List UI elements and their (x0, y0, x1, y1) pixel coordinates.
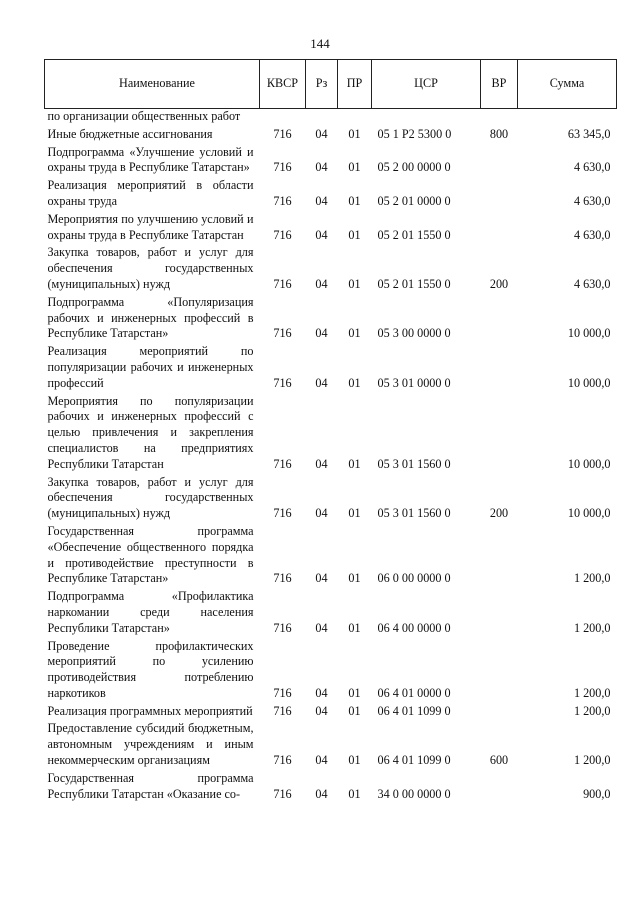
cell-pr: 01 (348, 193, 361, 208)
cell-pr: 01 (348, 571, 361, 586)
cell-csr: 05 2 01 0000 0 (377, 193, 451, 208)
cell-name: Проведение профилактических мероприятий по усилению противодействия потреблению наркотиков (47, 638, 254, 700)
cell-rz: 04 (315, 620, 328, 635)
cell-rz: 04 (315, 160, 328, 175)
cell-sum: 1 200,0 (573, 571, 611, 586)
cell-kvsr: 716 (273, 160, 292, 175)
table-row (45, 245, 617, 294)
cell-csr: 05 3 01 1560 0 (377, 456, 451, 471)
header-sum: Сумма (518, 60, 617, 109)
cell-pr: 01 (348, 753, 361, 768)
cell-rz: 04 (315, 276, 328, 291)
table-row (45, 394, 617, 475)
cell-kvsr: 716 (273, 571, 292, 586)
cell-vr (481, 524, 518, 589)
cell-sum: 1 200,0 (573, 703, 611, 718)
cell-pr (338, 109, 372, 127)
cell-csr: 05 3 01 0000 0 (377, 375, 451, 390)
cell-pr: 01 (348, 227, 361, 242)
cell-name: по организации общественных работ (47, 109, 241, 123)
cell-rz: 04 (315, 375, 328, 390)
table-row (45, 704, 617, 722)
cell-name: Государственная программа Республики Татарстан «Оказание со- (47, 770, 254, 801)
cell-kvsr: 716 (273, 620, 292, 635)
table-header (45, 60, 617, 109)
cell-kvsr: 716 (273, 786, 292, 801)
cell-csr: 05 2 00 0000 0 (377, 160, 451, 175)
cell-kvsr: 716 (273, 276, 292, 291)
cell-sum: 10 000,0 (567, 456, 611, 471)
table-row (45, 524, 617, 589)
cell-kvsr: 716 (273, 753, 292, 768)
cell-vr (481, 589, 518, 638)
cell-vr: 200 (489, 506, 509, 521)
table-row (45, 295, 617, 344)
table-row (45, 771, 617, 805)
cell-sum: 4 630,0 (573, 227, 611, 242)
cell-vr (481, 344, 518, 393)
budget-table (44, 59, 617, 804)
cell-csr: 06 4 01 0000 0 (377, 685, 451, 700)
cell-rz: 04 (315, 126, 328, 141)
cell-name: Реализация программных мероприятий (47, 703, 253, 718)
cell-vr (481, 145, 518, 179)
header-pr: ПР (338, 60, 372, 109)
cell-name: Государственная программа «Обеспечение общественного порядка и противодействие преступности в Республике Татарстан» (47, 523, 254, 586)
cell-sum: 10 000,0 (567, 375, 611, 390)
cell-rz: 04 (315, 193, 328, 208)
cell-sum: 63 345,0 (567, 126, 611, 141)
cell-pr: 01 (348, 276, 361, 291)
cell-name: Мероприятия по улучшению условий и охраны труда в Республике Татарстан (47, 211, 254, 242)
cell-sum: 1 200,0 (573, 685, 611, 700)
cell-pr: 01 (348, 620, 361, 635)
cell-kvsr: 716 (273, 375, 292, 390)
cell-pr: 01 (348, 375, 361, 390)
cell-kvsr: 716 (273, 685, 292, 700)
header-name: Наименование (45, 60, 260, 109)
cell-name: Иные бюджетные ассигнования (47, 126, 213, 141)
cell-sum: 1 200,0 (573, 753, 611, 768)
cell-rz: 04 (315, 753, 328, 768)
cell-csr: 06 4 01 1099 0 (377, 703, 451, 718)
cell-kvsr (260, 109, 306, 127)
cell-sum: 1 200,0 (573, 620, 611, 635)
table-row (45, 344, 617, 393)
cell-csr: 05 2 01 1550 0 (377, 227, 451, 242)
cell-rz: 04 (315, 506, 328, 521)
cell-rz: 04 (315, 786, 328, 801)
cell-csr: 06 4 01 1099 0 (377, 753, 451, 768)
table-row (45, 178, 617, 212)
header-rz: Рз (306, 60, 338, 109)
header-kvsr: КВСР (260, 60, 306, 109)
cell-vr (481, 639, 518, 704)
cell-name: Подпрограмма «Популяризация рабочих и инженерных профессий в Республике Татарстан» (47, 294, 254, 341)
cell-csr: 05 3 00 0000 0 (377, 326, 451, 341)
header-row (45, 60, 617, 109)
cell-kvsr: 716 (273, 506, 292, 521)
cell-name: Реализация мероприятий в области охраны труда (47, 178, 254, 208)
table-row (45, 145, 617, 179)
cell-rz (306, 109, 338, 127)
cell-name: Подпрограмма «Улучшение условий и охраны труда в Республике Татарстан» (47, 144, 254, 175)
cell-name: Подпрограмма «Профилактика наркомании среди населения Республики Татарстан» (47, 589, 254, 635)
cell-vr (481, 212, 518, 246)
cell-name: Предоставление субсидий бюджетным, автономным учреждениям и иным некоммерческим организациям (47, 721, 254, 768)
cell-kvsr: 716 (273, 456, 292, 471)
cell-vr (481, 109, 518, 127)
cell-vr (481, 394, 518, 475)
cell-pr: 01 (348, 703, 361, 718)
cell-sum: 900,0 (583, 786, 611, 801)
cell-name: Реализация мероприятий по популяризации рабочих и инженерных профессий (47, 344, 254, 390)
cell-pr: 01 (348, 126, 361, 141)
cell-csr: 06 4 00 0000 0 (377, 620, 451, 635)
table-row (45, 589, 617, 638)
cell-sum: 10 000,0 (567, 506, 611, 521)
header-vr: ВР (481, 60, 518, 109)
cell-vr: 200 (489, 276, 509, 291)
cell-kvsr: 716 (273, 193, 292, 208)
cell-kvsr: 716 (273, 326, 292, 341)
cell-rz: 04 (315, 227, 328, 242)
cell-rz: 04 (315, 685, 328, 700)
cell-vr (481, 704, 518, 722)
cell-sum: 4 630,0 (573, 276, 611, 291)
table-row (45, 127, 617, 145)
cell-rz: 04 (315, 456, 328, 471)
cell-rz: 04 (315, 326, 328, 341)
table-row (45, 639, 617, 704)
cell-name: Закупка товаров, работ и услуг для обеспечения государственных (муниципальных) нужд (47, 245, 254, 291)
table-row (45, 212, 617, 246)
cell-csr: 06 0 00 0000 0 (377, 571, 451, 586)
cell-csr: 05 1 Р2 5300 0 (377, 126, 452, 141)
cell-kvsr: 716 (273, 227, 292, 242)
cell-csr (372, 109, 481, 127)
cell-sum: 10 000,0 (567, 326, 611, 341)
cell-pr: 01 (348, 506, 361, 521)
cell-name: Мероприятия по популяризации рабочих и инженерных профессий с целью привлечения и закрепления специалистов на предприятиях Республики Татарстан (47, 393, 254, 471)
table-body (45, 109, 617, 805)
cell-vr (481, 295, 518, 344)
cell-sum: 4 630,0 (573, 193, 611, 208)
cell-name: Закупка товаров, работ и услуг для обеспечения государственных (муниципальных) нужд (47, 474, 254, 521)
cell-csr: 34 0 00 0000 0 (377, 786, 451, 801)
cell-pr: 01 (348, 456, 361, 471)
cell-vr (481, 771, 518, 805)
cell-vr: 800 (489, 126, 509, 141)
cell-csr: 05 2 01 1550 0 (377, 276, 451, 291)
table-row (45, 475, 617, 524)
cell-kvsr: 716 (273, 126, 292, 141)
cell-pr: 01 (348, 685, 361, 700)
cell-vr: 600 (489, 753, 509, 768)
cell-csr: 05 3 01 1560 0 (377, 506, 451, 521)
cell-sum (518, 109, 617, 127)
table-row (45, 109, 617, 127)
cell-pr: 01 (348, 326, 361, 341)
cell-pr: 01 (348, 160, 361, 175)
table-row (45, 721, 617, 770)
cell-kvsr: 716 (273, 703, 292, 718)
cell-rz: 04 (315, 703, 328, 718)
cell-vr (481, 178, 518, 212)
header-csr: ЦСР (372, 60, 481, 109)
page-number: 144 (310, 36, 330, 51)
cell-pr: 01 (348, 786, 361, 801)
cell-rz: 04 (315, 571, 328, 586)
cell-sum: 4 630,0 (573, 160, 611, 175)
